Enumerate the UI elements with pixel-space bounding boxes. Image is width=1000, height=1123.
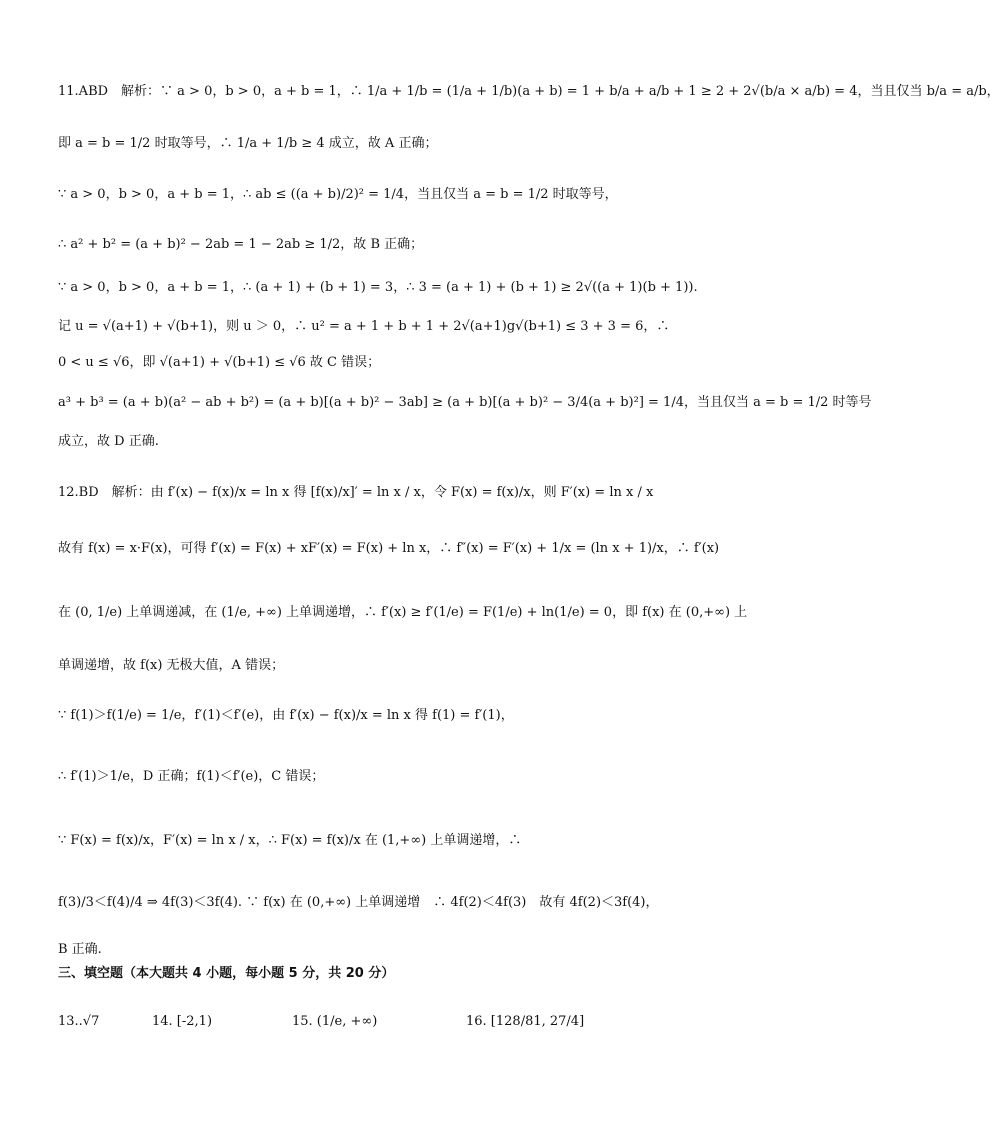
solution-line: ∵ a > 0，b > 0，a + b = 1，∴ (a + 1) + (b + 1) = 3，∴ 3 = (a + 1) + (b + 1) ≥ 2√((a + 1)(b + 1)). bbox=[58, 280, 698, 295]
answer-16: 16. [128/81, 27/4] bbox=[466, 1014, 585, 1029]
section-heading: 三、填空题（本大题共 4 小题，每小题 5 分，共 20 分） bbox=[58, 966, 395, 981]
solution-line: ∴ a² + b² = (a + b)² − 2ab = 1 − 2ab ≥ 1/2，故 B 正确； bbox=[58, 237, 424, 252]
solution-line: 0 < u ≤ √6，即 √(a+1) + √(b+1) ≤ √6 故 C 错误； bbox=[58, 355, 381, 370]
solution-line: 记 u = √(a+1) + √(b+1)，则 u ＞ 0，∴ u² = a + 1 + b + 1 + 2√(a+1)g√(b+1) ≤ 3 + 3 = 6，∴ bbox=[58, 319, 670, 334]
solution-line: f(3)/3＜f(4)/4 ⇒ 4f(3)＜3f(4). ∵ f(x) 在 (0,+∞) 上单调递增 ∴ 4f(2)＜4f(3) 故有 4f(2)＜3f(4)， bbox=[58, 895, 659, 910]
solution-line: 单调递增，故 f(x) 无极大值，A 错误； bbox=[58, 658, 285, 673]
answer-row bbox=[58, 1008, 764, 1038]
solution-line: ∵ a > 0，b > 0，a + b = 1，∴ ab ≤ ((a + b)/2)² = 1/4，当且仅当 a = b = 1/2 时取等号， bbox=[58, 187, 618, 202]
solution-line: ∵ F(x) = f(x)/x，F′(x) = ln x / x，∴ F(x) = f(x)/x 在 (1,+∞) 上单调递增，∴ bbox=[58, 833, 522, 848]
answer-13: 13..√7 bbox=[58, 1014, 100, 1029]
solution-line: 故有 f(x) = x·F(x)，可得 f′(x) = F(x) + xF′(x) = F(x) + ln x，∴ f″(x) = F′(x) + 1/x = (ln x + 1)/x，∴ f′(x) bbox=[58, 541, 720, 556]
solution-line: 12.BD 解析：由 f′(x) − f(x)/x = ln x 得 [f(x)/x]′ = ln x / x，令 F(x) = f(x)/x，则 F′(x) = ln x / x bbox=[58, 485, 654, 500]
solution-line: 在 (0, 1/e) 上单调递减，在 (1/e, +∞) 上单调递增，∴ f′(x) ≥ f′(1/e) = F(1/e) + ln(1/e) = 0，即 f(x) 在 (0,+∞) 上 bbox=[58, 605, 748, 620]
solution-line: B 正确. bbox=[58, 942, 102, 957]
solution-line: ∴ f′(1)＞1/e，D 正确；f(1)＜f′(e)，C 错误； bbox=[58, 769, 325, 784]
solution-line: 11.ABD 解析：∵ a > 0，b > 0，a + b = 1，∴ 1/a + 1/b = (1/a + 1/b)(a + b) = 1 + b/a + a/b + 1 ≥ 2 + 2√(b/a × a/b) = 4，当且仅当 b/a = a/b， bbox=[58, 84, 1000, 99]
solution-line: a³ + b³ = (a + b)(a² − ab + b²) = (a + b)[(a + b)² − 3ab] ≥ (a + b)[(a + b)² − 3/4(a + b)²] = 1/4，当且仅当 a = b = 1/2 时等号 bbox=[58, 395, 872, 410]
answer-14: 14. [-2,1) bbox=[152, 1014, 213, 1029]
solution-line: 成立，故 D 正确. bbox=[58, 434, 159, 449]
solution-line: 即 a = b = 1/2 时取等号，∴ 1/a + 1/b ≥ 4 成立，故 A 正确； bbox=[58, 136, 438, 151]
solution-line: ∵ f(1)＞f(1/e) = 1/e，f′(1)＜f′(e)，由 f′(x) − f(x)/x = ln x 得 f(1) = f′(1)， bbox=[58, 708, 514, 723]
answer-15: 15. (1/e, +∞) bbox=[292, 1014, 378, 1029]
